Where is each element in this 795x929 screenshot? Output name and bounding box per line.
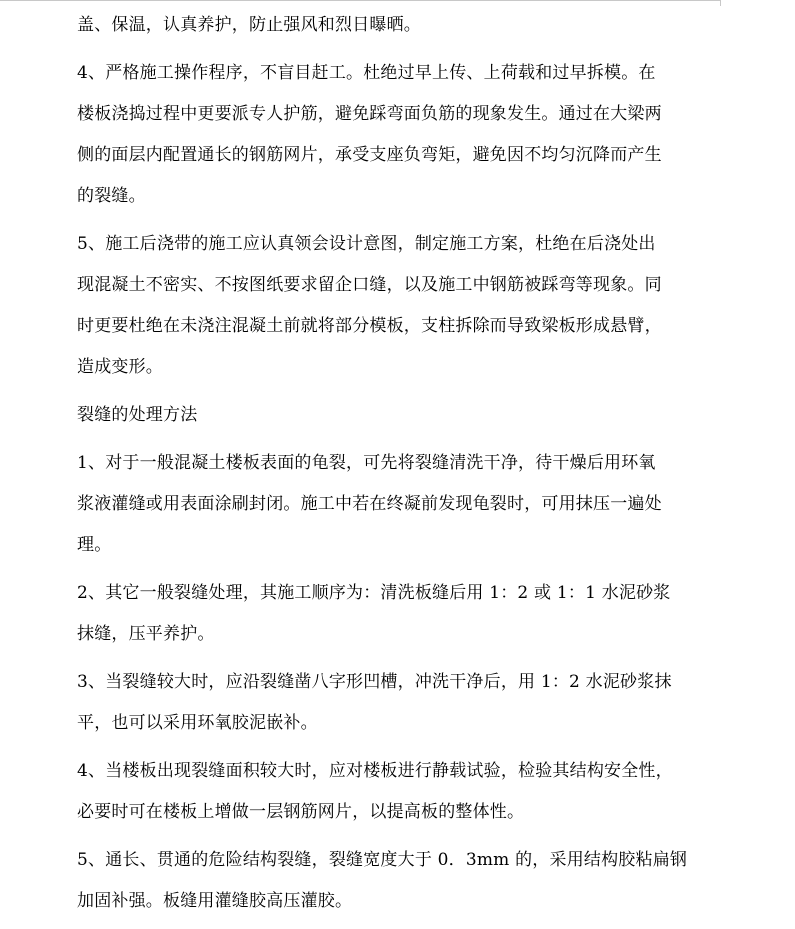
text-line: 的裂缝。 — [77, 186, 146, 206]
text-line: 5、通长、贯通的危险结构裂缝，裂缝宽度大于 0．3mm 的，采用结构胶粘扁钢 — [77, 850, 688, 870]
text-line: 3、当裂缝较大时，应沿裂缝凿八字形凹槽，冲洗干净后，用 1：2 水泥砂浆抹 — [77, 672, 672, 692]
text-line: 加固补强。板缝用灌缝胶高压灌胶。 — [77, 891, 353, 911]
paragraph-treatment-2 — [77, 573, 713, 655]
document-body — [77, 5, 713, 929]
text-line: 1、对于一般混凝土楼板表面的龟裂，可先将裂缝清洗干净，待干燥后用环氧 — [77, 453, 656, 473]
text-line: 楼板浇捣过程中更要派专人护筋，避免踩弯面负筋的现象发生。通过在大梁两 — [77, 104, 662, 124]
text-line: 4、严格施工操作程序，不盲目赶工。杜绝过早上传、上荷载和过早拆模。在 — [77, 63, 656, 83]
text-line: 盖、保温，认真养护，防止强风和烈日曝晒。 — [77, 15, 421, 35]
text-line: 浆液灌缝或用表面涂刷封闭。施工中若在终凝前发现龟裂时，可用抹压一遍处 — [77, 494, 662, 514]
paragraph-item-5-post-pour-strip — [77, 224, 713, 388]
text-line: 造成变形。 — [77, 357, 163, 377]
paragraph-treatment-3 — [77, 662, 713, 744]
paragraph-curing — [77, 5, 713, 46]
text-line: 抹缝，压平养护。 — [77, 624, 215, 644]
section-heading-crack-treatment — [77, 395, 713, 436]
text-line: 侧的面层内配置通长的钢筋网片，承受支座负弯矩，避免因不均匀沉降而产生 — [77, 145, 662, 165]
text-line: 理。 — [77, 535, 112, 555]
paragraph-treatment-1 — [77, 443, 713, 566]
paragraph-treatment-4 — [77, 751, 713, 833]
paragraph-treatment-5 — [77, 840, 713, 922]
page-top-border — [0, 0, 720, 1]
text-line: 平，也可以采用环氧胶泥嵌补。 — [77, 713, 318, 733]
text-line: 时更要杜绝在未浇注混凝土前就将部分模板，支柱拆除而导致梁板形成悬臂， — [77, 316, 662, 336]
text-line: 4、当楼板出现裂缝面积较大时，应对楼板进行静载试验，检验其结构安全性， — [77, 761, 673, 781]
paragraph-item-4-construction-procedure — [77, 53, 713, 217]
text-line: 现混凝土不密实、不按图纸要求留企口缝，以及施工中钢筋被踩弯等现象。同 — [77, 275, 662, 295]
text-line: 必要时可在楼板上增做一层钢筋网片，以提高板的整体性。 — [77, 802, 525, 822]
text-line: 2、其它一般裂缝处理，其施工顺序为：清洗板缝后用 1：2 或 1：1 水泥砂浆 — [77, 583, 671, 603]
text-line: 裂缝的处理方法 — [77, 405, 198, 425]
text-line: 5、施工后浇带的施工应认真领会设计意图，制定施工方案，杜绝在后浇处出 — [77, 234, 656, 254]
page-margin-marker — [720, 0, 721, 6]
